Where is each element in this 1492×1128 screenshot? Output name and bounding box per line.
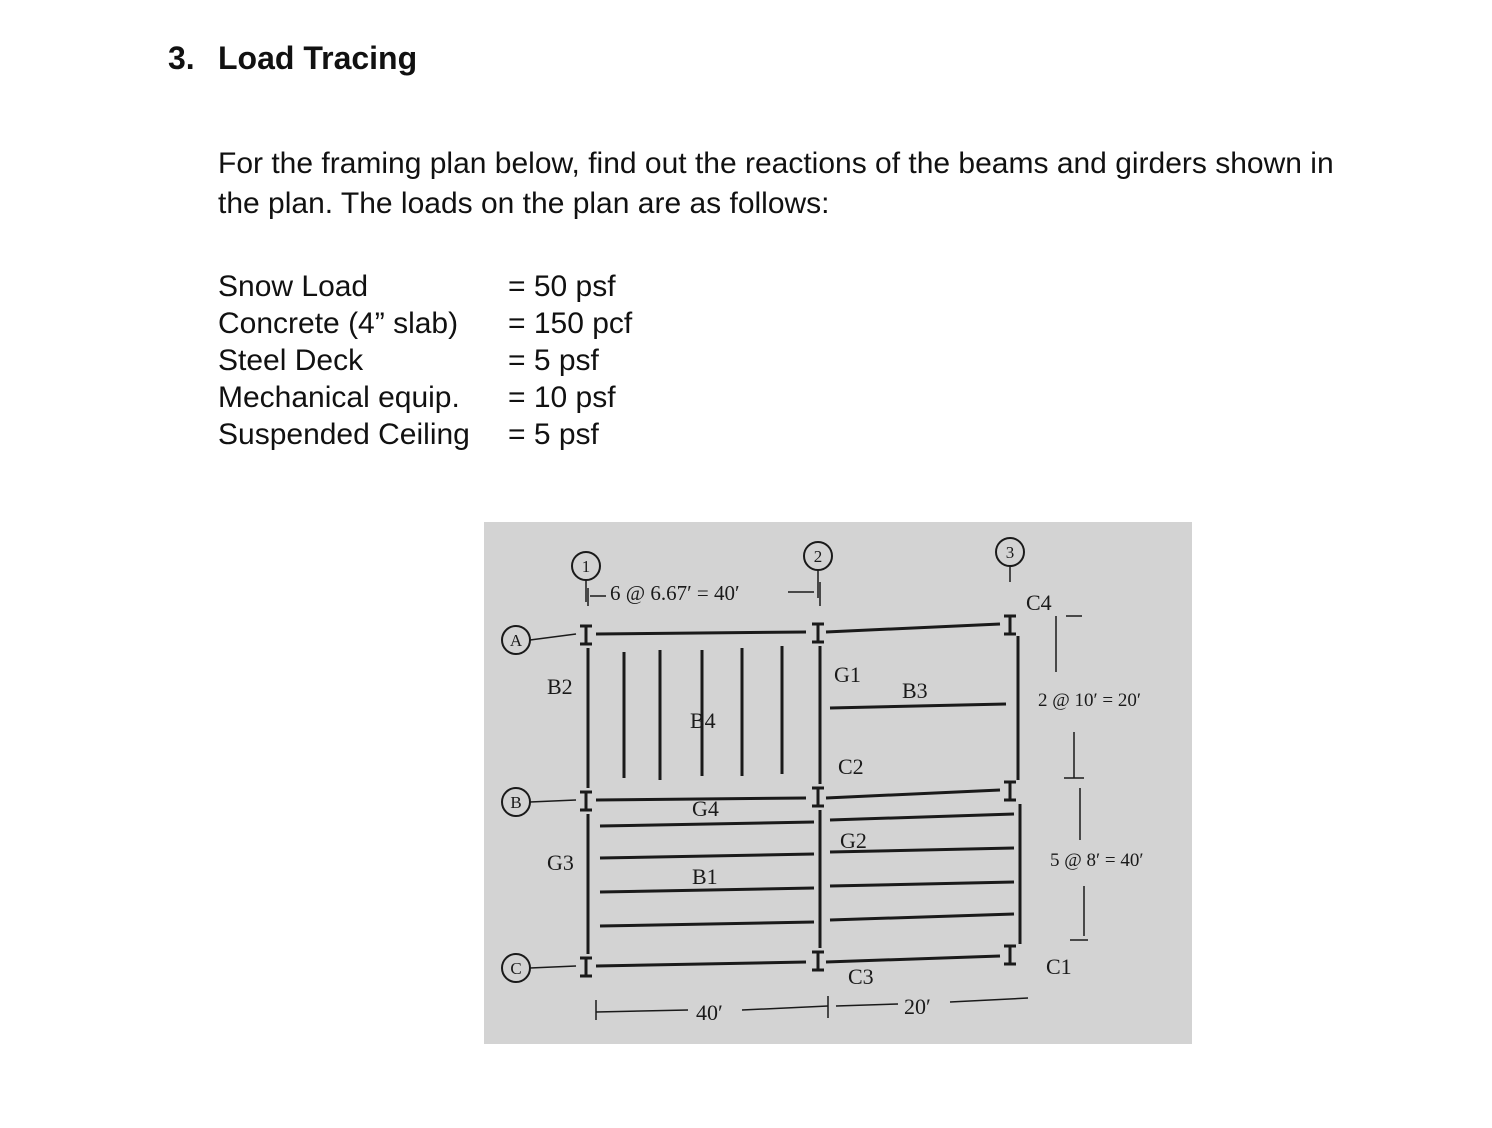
- load-label: Mechanical equip.: [218, 381, 460, 414]
- grid-label-c: C: [510, 959, 522, 978]
- grid-label-a: A: [509, 631, 523, 650]
- infill-beam: [600, 822, 814, 826]
- right-top-dimension: 2 @ 10′ = 20′: [1038, 690, 1142, 711]
- infill-beam: [600, 922, 814, 926]
- infill-beam: [830, 914, 1014, 920]
- load-row: [218, 416, 632, 453]
- girder-row-b-right: [826, 790, 1000, 798]
- bottom-left-dimension: 40′: [696, 1000, 723, 1025]
- load-row: [218, 342, 632, 379]
- column-c3: [1004, 946, 1016, 964]
- grid-label-1: 1: [581, 557, 591, 576]
- label-c4: C4: [1026, 590, 1052, 615]
- label-c2: C2: [838, 754, 864, 779]
- label-g4: G4: [692, 796, 719, 821]
- label-b2: B2: [547, 674, 573, 699]
- load-value: = 150 pcf: [508, 307, 633, 340]
- bottom-right-dimension: 20′: [904, 994, 931, 1019]
- grid-label-3: 3: [1005, 543, 1015, 562]
- problem-number: 3.: [168, 40, 195, 76]
- loads-list: [218, 268, 632, 453]
- load-label: Snow Load: [218, 270, 369, 303]
- label-b4: B4: [690, 708, 716, 733]
- column-c1: [580, 958, 592, 976]
- load-label: Concrete (4” slab): [218, 307, 459, 340]
- girder-c3: [826, 956, 1000, 962]
- column-c2: [812, 952, 824, 970]
- right-bottom-dimension: 5 @ 8′ = 40′: [1050, 850, 1144, 871]
- load-value: = 5 psf: [508, 344, 599, 377]
- girder-row-c-left: [596, 962, 806, 966]
- top-dimension: 6 @ 6.67′ = 40′: [610, 581, 740, 605]
- column-b2: [812, 788, 824, 806]
- label-b3: B3: [902, 678, 928, 703]
- load-label: Steel Deck: [218, 344, 364, 377]
- infill-beam: [830, 882, 1014, 886]
- problem-heading: [168, 40, 417, 77]
- column-a3: [1004, 616, 1016, 634]
- label-c1: C1: [1046, 954, 1072, 979]
- framing-plan: [484, 522, 1192, 1044]
- infill-beam: [830, 814, 1014, 820]
- label-c3: C3: [848, 964, 874, 989]
- column-b3: [1004, 782, 1016, 800]
- problem-intro: For the framing plan below, find out the reactions of the beams and girders shown in the plan. The loads on the plan are as follows:: [218, 147, 1334, 220]
- beam-b3: [830, 704, 1006, 708]
- load-value: = 10 psf: [508, 381, 616, 414]
- column-a1: [580, 626, 592, 644]
- load-label: Suspended Ceiling: [218, 418, 470, 451]
- framing-plan-drawing: [484, 522, 1192, 1044]
- grid-label-2: 2: [813, 547, 823, 566]
- problem-title: Load Tracing: [218, 40, 418, 76]
- girder-row-a-right: [826, 624, 1000, 632]
- label-g2: G2: [840, 828, 867, 853]
- infill-beam: [600, 854, 814, 858]
- column-b1: [580, 792, 592, 810]
- load-row: [218, 305, 632, 342]
- load-row: [218, 268, 632, 305]
- label-g1: G1: [834, 662, 861, 687]
- load-row: [218, 379, 632, 416]
- label-g3: G3: [547, 850, 574, 875]
- load-value: = 50 psf: [508, 270, 616, 303]
- column-a2: [812, 624, 824, 642]
- load-value: = 5 psf: [508, 418, 599, 451]
- label-b1: B1: [692, 864, 718, 889]
- girder-row-a-left: [596, 632, 806, 634]
- grid-label-b: B: [510, 793, 522, 812]
